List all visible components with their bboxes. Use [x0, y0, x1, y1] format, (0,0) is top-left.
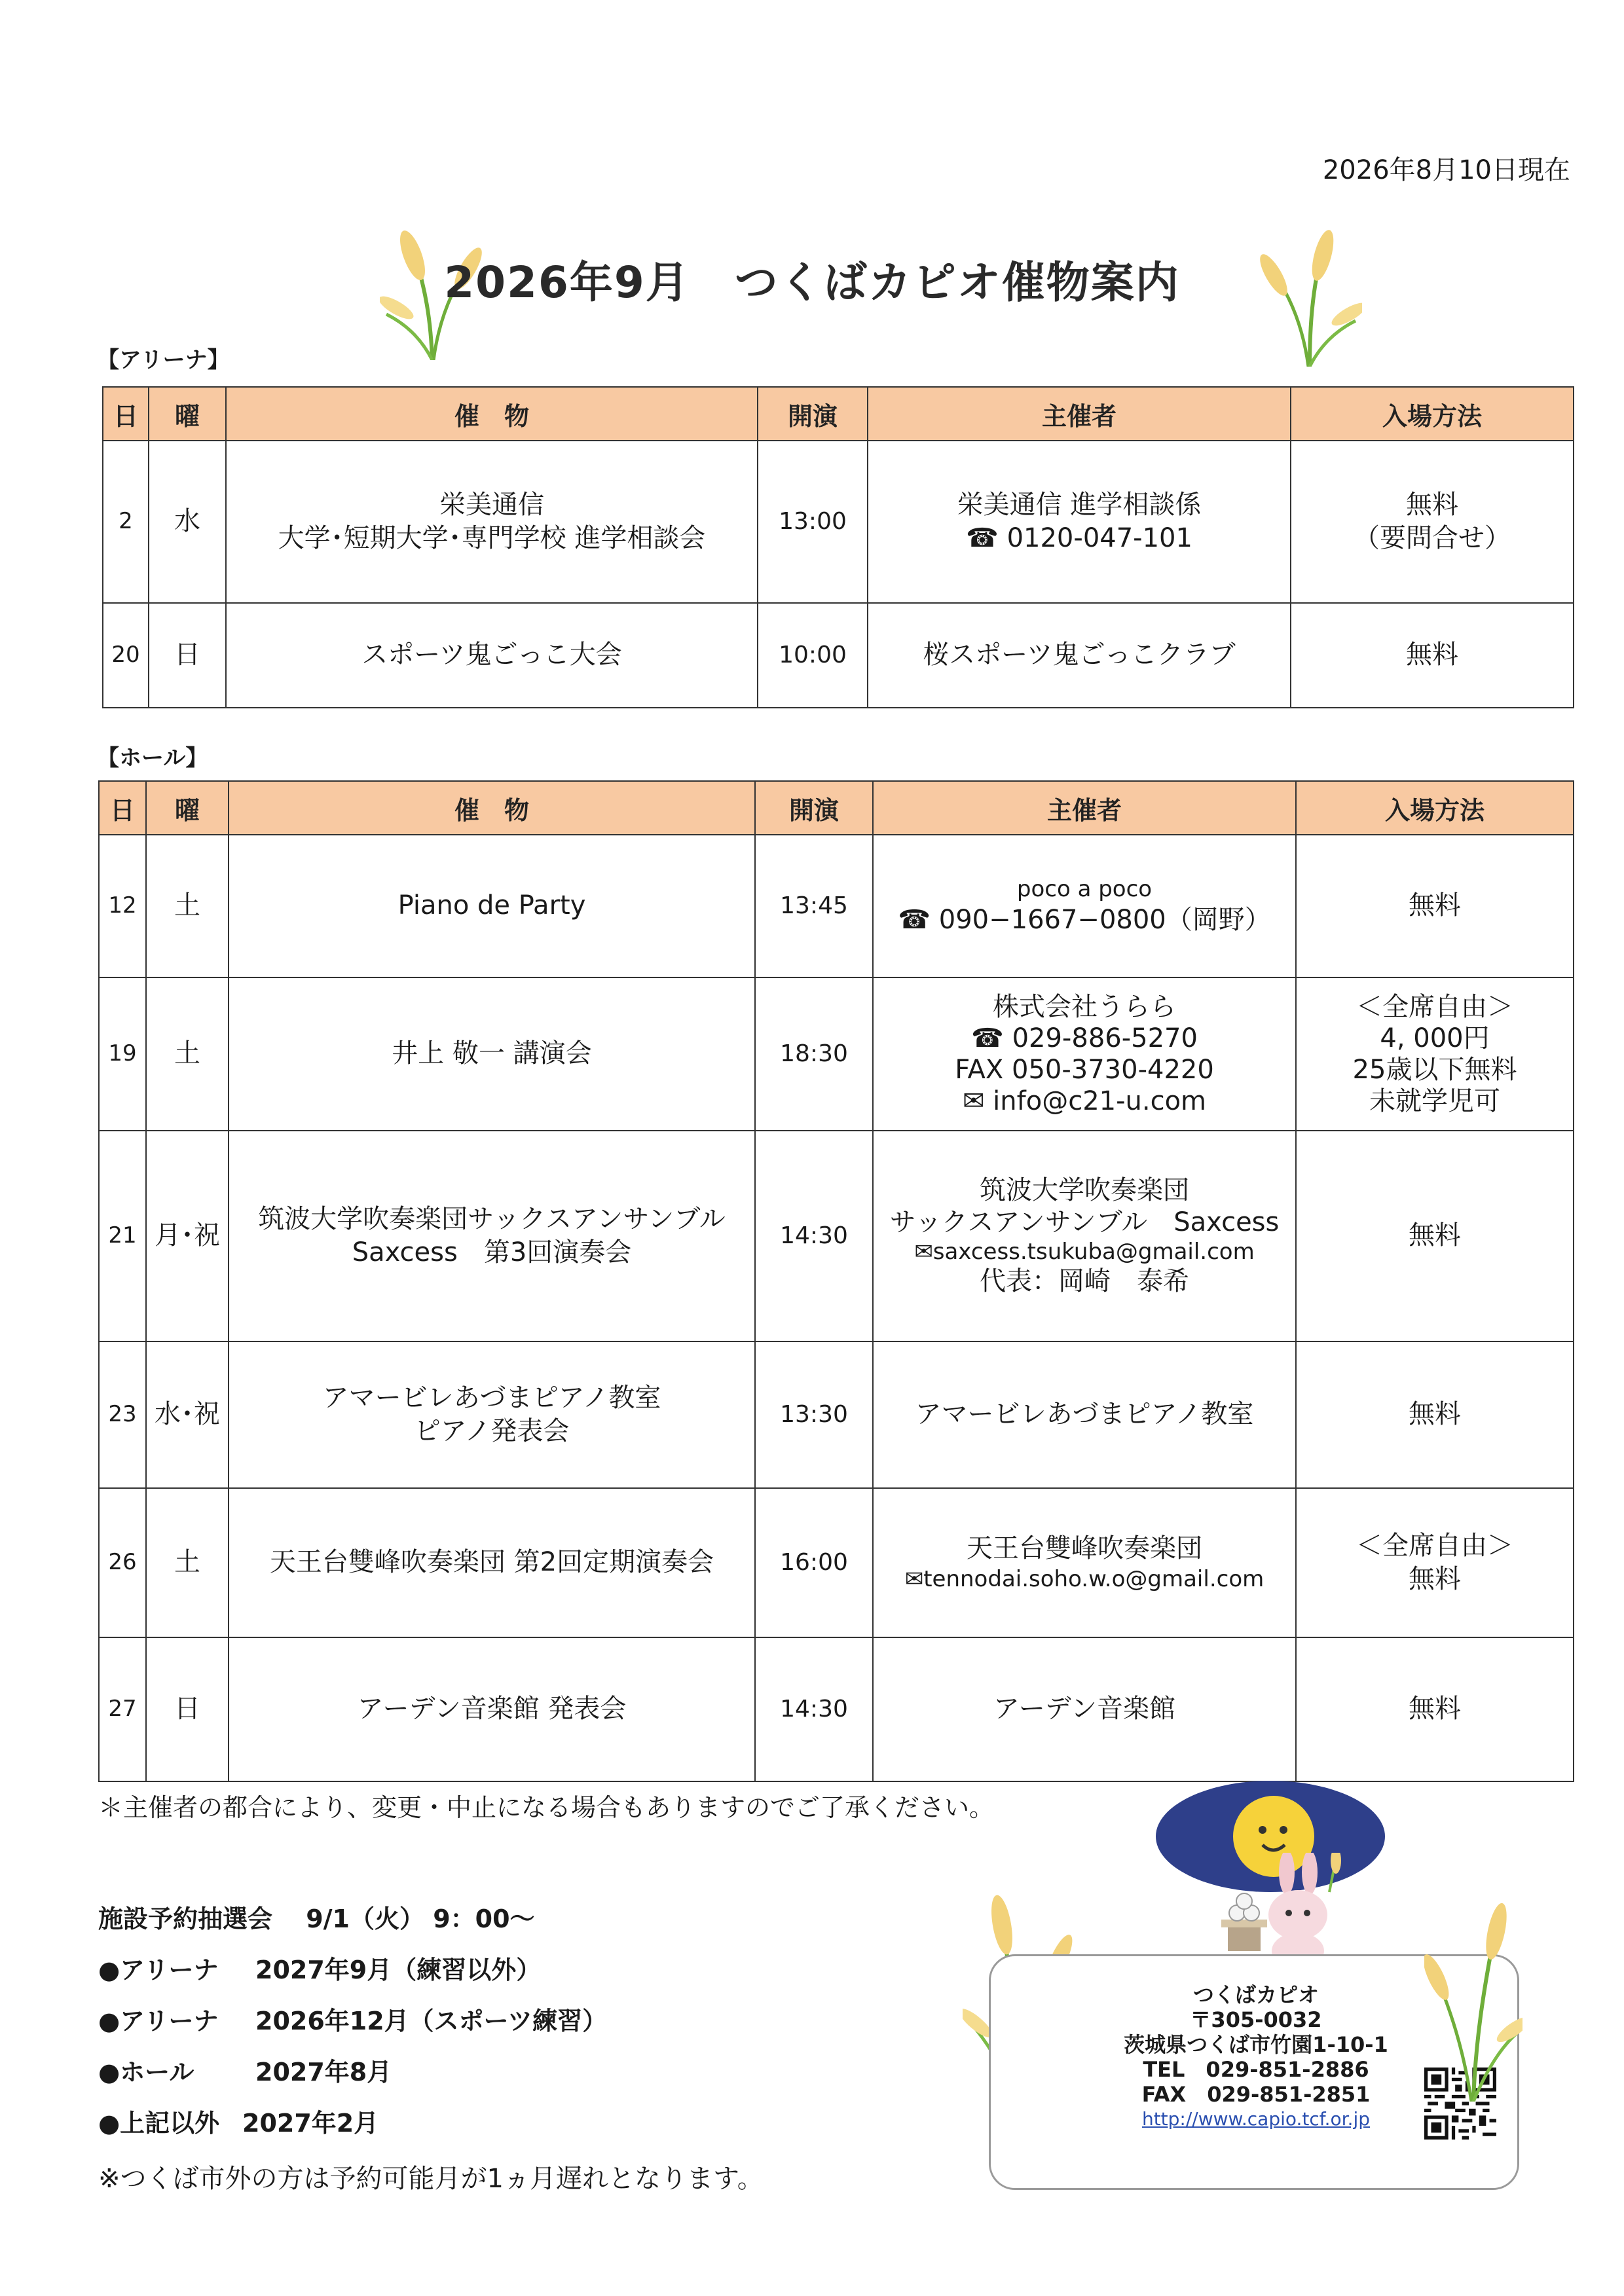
booking-item-value: 2027年2月 — [242, 2109, 379, 2138]
cell-day: 12 — [99, 835, 146, 977]
event-line: Saxcess 第3回演奏会 — [352, 1237, 632, 1267]
cell-start: 16:00 — [755, 1488, 873, 1637]
header-start: 開演 — [758, 387, 868, 441]
cell-day: 26 — [99, 1488, 146, 1637]
contact-postal: 〒305-0032 — [1190, 2007, 1322, 2032]
event-line: 井上 敬一 講演会 — [392, 1038, 592, 1069]
admission-line: ＜全席自由＞ — [1356, 992, 1513, 1022]
cell-weekday: 水･祝 — [146, 1341, 229, 1488]
cell-admission — [1296, 1131, 1574, 1341]
booking-title: 施設予約抽選会 9/1（火） 9：00～ — [98, 1904, 535, 1933]
cell-weekday: 日 — [146, 1637, 229, 1781]
header-admission: 入場方法 — [1296, 781, 1574, 835]
admission-line: 25歳以下無料 — [1352, 1055, 1517, 1085]
booking-item — [98, 1950, 764, 2001]
susuki-grass-icon — [1424, 1899, 1522, 2102]
cell-organizer — [873, 1341, 1296, 1488]
table-row — [99, 1131, 1574, 1341]
event-line: 栄美通信 — [439, 489, 544, 520]
booking-info — [98, 1899, 764, 2195]
table-header-row — [99, 781, 1574, 835]
organizer-line: poco a poco — [1016, 875, 1153, 902]
booking-item-label: ●上記以外 — [98, 2109, 220, 2138]
cell-day: 21 — [99, 1131, 146, 1341]
booking-note: ※つくば市外の方は予約可能月が1ヵ月遅れとなります。 — [98, 2164, 764, 2194]
event-line: アマービレあづまピアノ教室 — [322, 1382, 661, 1413]
as-of-date: 2026年8月10日現在 — [1322, 155, 1570, 185]
cell-weekday: 土 — [146, 1488, 229, 1637]
cell-organizer — [868, 603, 1291, 708]
cell-start: 14:30 — [755, 1131, 873, 1341]
cell-day: 19 — [99, 977, 146, 1131]
cell-day: 27 — [99, 1637, 146, 1781]
admission-line: 無料 — [1406, 489, 1458, 520]
admission-line: 無料 — [1409, 1399, 1461, 1430]
organizer-line: サックスアンサンブル Saxcess — [889, 1207, 1280, 1237]
admission-line: 無料 — [1409, 1694, 1461, 1724]
booking-item — [98, 2001, 764, 2052]
table-row — [103, 603, 1574, 708]
organizer-line: アマービレあづまピアノ教室 — [915, 1399, 1254, 1430]
hall-section-label: 【ホール】 — [97, 745, 208, 771]
arena-table — [102, 386, 1574, 708]
cell-organizer — [873, 1637, 1296, 1781]
page-title: 2026年9月 つくばカピオ催物案内 — [444, 257, 1180, 308]
event-line: 大学･短期大学･専門学校 進学相談会 — [278, 523, 706, 553]
table-row — [99, 1637, 1574, 1781]
admission-line: 無料 — [1409, 1564, 1461, 1594]
cell-event — [229, 1341, 755, 1488]
header-event: 催 物 — [226, 387, 758, 441]
header-weekday: 曜 — [149, 387, 226, 441]
cell-day: 23 — [99, 1341, 146, 1488]
cell-admission — [1291, 603, 1574, 708]
cell-day: 2 — [103, 441, 149, 603]
organizer-line: 桜スポーツ鬼ごっこクラブ — [923, 640, 1236, 670]
organizer-line: FAX 050-3730-4220 — [955, 1055, 1214, 1085]
booking-item-value: 2027年9月（練習以外） — [255, 1956, 542, 1984]
cell-event — [226, 441, 758, 603]
header-start: 開演 — [755, 781, 873, 835]
table-row — [99, 977, 1574, 1131]
booking-item-label: ●ホール — [98, 2058, 194, 2086]
susuki-grass-icon — [1257, 229, 1362, 367]
cell-event — [229, 1131, 755, 1341]
cell-day: 20 — [103, 603, 149, 708]
organizer-line: 栄美通信 進学相談係 — [957, 489, 1202, 520]
header-day: 日 — [103, 387, 149, 441]
table-row — [99, 1341, 1574, 1488]
admission-line: 4, 000円 — [1380, 1023, 1490, 1053]
booking-item-label: ●アリーナ — [98, 2007, 219, 2035]
cell-start: 13:00 — [758, 441, 868, 603]
organizer-line: アーデン音楽館 — [993, 1694, 1175, 1724]
table-header-row — [103, 387, 1574, 441]
header-day: 日 — [99, 781, 146, 835]
table-row — [99, 1488, 1574, 1637]
cell-admission — [1296, 1488, 1574, 1637]
contact-address: 茨城県つくば市竹園1-10-1 — [1124, 2032, 1388, 2057]
cell-admission — [1296, 977, 1574, 1131]
cell-event — [229, 977, 755, 1131]
cell-admission — [1296, 1637, 1574, 1781]
organizer-line: 代表：岡崎 泰希 — [980, 1266, 1189, 1297]
header-admission: 入場方法 — [1291, 387, 1574, 441]
contact-url-link[interactable]: http://www.capio.tcf.or.jp — [1141, 2108, 1371, 2130]
cell-organizer — [873, 835, 1296, 977]
arena-section-label: 【アリーナ】 — [97, 347, 230, 373]
cell-admission — [1296, 1341, 1574, 1488]
cell-event — [229, 1637, 755, 1781]
admission-line: ＜全席自由＞ — [1356, 1530, 1513, 1561]
header-weekday: 曜 — [146, 781, 229, 835]
cell-weekday: 水 — [149, 441, 226, 603]
cell-start: 18:30 — [755, 977, 873, 1131]
rabbit-icon — [1257, 1853, 1342, 1971]
cell-organizer — [873, 1131, 1296, 1341]
cell-weekday: 月･祝 — [146, 1131, 229, 1341]
cell-event — [229, 835, 755, 977]
cell-event — [226, 603, 758, 708]
organizer-line: ✉ info@c21-u.com — [962, 1086, 1207, 1116]
event-line: Piano de Party — [397, 890, 586, 921]
event-line: 天王台雙峰吹奏楽団 第2回定期演奏会 — [269, 1547, 714, 1578]
cell-start: 13:45 — [755, 835, 873, 977]
cell-start: 10:00 — [758, 603, 868, 708]
event-line: アーデン音楽館 発表会 — [357, 1694, 627, 1724]
cell-admission — [1291, 441, 1574, 603]
cell-weekday: 土 — [146, 835, 229, 977]
cell-organizer — [873, 1488, 1296, 1637]
cell-organizer — [873, 977, 1296, 1131]
organizer-line: ☎ 090−1667−0800（岡野） — [898, 905, 1271, 936]
admission-line: 未就学児可 — [1369, 1086, 1500, 1116]
cell-admission — [1296, 835, 1574, 977]
table-row — [103, 441, 1574, 603]
header-event: 催 物 — [229, 781, 755, 835]
organizer-line: 筑波大学吹奏楽団 — [980, 1175, 1189, 1206]
contact-fax: FAX 029-851-2851 — [1141, 2082, 1371, 2107]
booking-item-label: ●アリーナ — [98, 1956, 219, 1984]
event-line: 筑波大学吹奏楽団サックスアンサンブル — [258, 1203, 726, 1234]
admission-line: 無料 — [1409, 1220, 1461, 1251]
cell-weekday: 土 — [146, 977, 229, 1131]
table-row — [99, 835, 1574, 977]
event-line: ピアノ発表会 — [414, 1416, 570, 1446]
event-line: スポーツ鬼ごっこ大会 — [361, 640, 622, 670]
notice-text: ＊主催者の都合により、変更・中止になる場合もありますのでご了承ください。 — [98, 1793, 995, 1822]
booking-item — [98, 2103, 764, 2154]
admission-line: 無料 — [1406, 640, 1458, 670]
header-organizer: 主催者 — [868, 387, 1291, 441]
organizer-line: ✉tennodai.soho.w.o@gmail.com — [904, 1565, 1264, 1592]
organizer-line: ☎ 029-886-5270 — [971, 1023, 1198, 1053]
header-organizer: 主催者 — [873, 781, 1296, 835]
cell-start: 14:30 — [755, 1637, 873, 1781]
booking-item-value: 2027年8月 — [255, 2058, 392, 2086]
cell-weekday: 日 — [149, 603, 226, 708]
cell-organizer — [868, 441, 1291, 603]
booking-item-value: 2026年12月（スポーツ練習） — [255, 2007, 608, 2035]
organizer-line: 天王台雙峰吹奏楽団 — [967, 1533, 1202, 1563]
admission-line: 無料 — [1409, 890, 1461, 921]
organizer-line: 株式会社うらら — [993, 992, 1176, 1022]
contact-name: つくばカピオ — [1192, 1982, 1319, 2007]
contact-tel: TEL 029-851-2886 — [1143, 2057, 1369, 2082]
cell-start: 13:30 — [755, 1341, 873, 1488]
cell-event — [229, 1488, 755, 1637]
booking-item — [98, 2052, 764, 2103]
hall-table — [98, 780, 1574, 1782]
organizer-line: ✉saxcess.tsukuba@gmail.com — [914, 1238, 1255, 1265]
admission-line: （要問合せ） — [1354, 523, 1511, 553]
organizer-line: ☎ 0120-047-101 — [966, 523, 1192, 553]
